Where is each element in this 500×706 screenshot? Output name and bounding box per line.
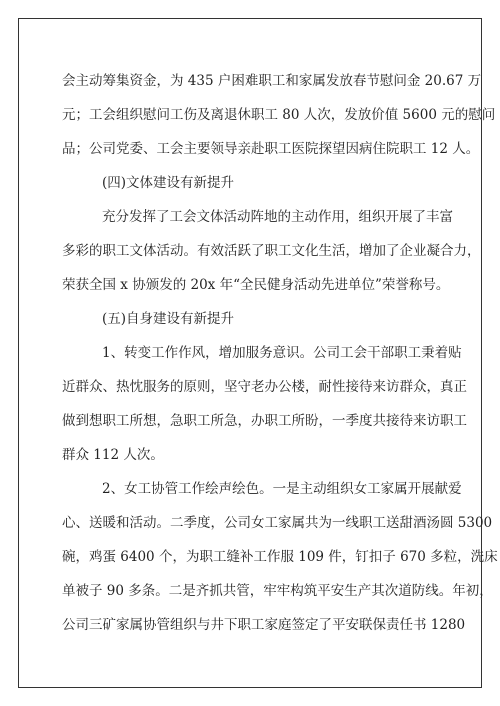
text-line: 群众 112 人次。 [62,447,164,463]
text-line: 近群众、热忱服务的原则，坚守老办公楼，耐性接待来访群众，真正 [62,379,467,395]
text-line: 品；公司党委、工会主要领导亲赴职工医院探望因病住院职工 12 人。 [62,141,480,157]
paragraph-first-line: 充分发挥了工会文体活动阵地的主动作用，组织开展了丰富 [102,209,453,225]
text-line: 公司三矿家属协管组织与井下职工家庭签定了平安联保责任书 1280 [62,617,466,633]
text-line: 单被子 90 多条。二是齐抓共管，牢牢构筑平安生产其次道防线。年初， [62,583,493,599]
text-line: 荣获全国 x 协颁发的 20x 年“全民健身活动先进单位”荣誉称号。 [62,277,450,293]
paragraph-first-line: 2、女工协管工作绘声绘色。一是主动组织女工家属开展献爱 [102,481,462,497]
text-line: 碗，鸡蛋 6400 个，为职工缝补工作服 109 件，钉扣子 670 多粒，洗床 [62,549,498,565]
text-line: 多彩的职工文体活动。有效活跃了职工文化生活，增加了企业凝合力， [62,243,481,259]
section-heading: (四)文体建设有新提升 [102,175,235,191]
text-line: 元；工会组织慰问工伤及离退休职工 80 人次，发放价值 5600 元的慰问 [62,107,496,123]
document-body [62,64,498,642]
text-line: 心、送暖和活动。二季度，公司女工家属共为一线职工送甜酒汤圆 5300 [62,515,493,531]
text-line: 会主动筹集资金，为 435 户困难职工和家属发放春节慰问金 20.67 万 [62,73,482,89]
text-line: 做到想职工所想，急职工所急，办职工所盼，一季度共接待来访职工 [62,413,467,429]
paragraph-first-line: 1、转变工作作风，增加服务意识。公司工会干部职工秉着贴 [102,345,462,361]
section-heading: (五)自身建设有新提升 [102,311,235,327]
